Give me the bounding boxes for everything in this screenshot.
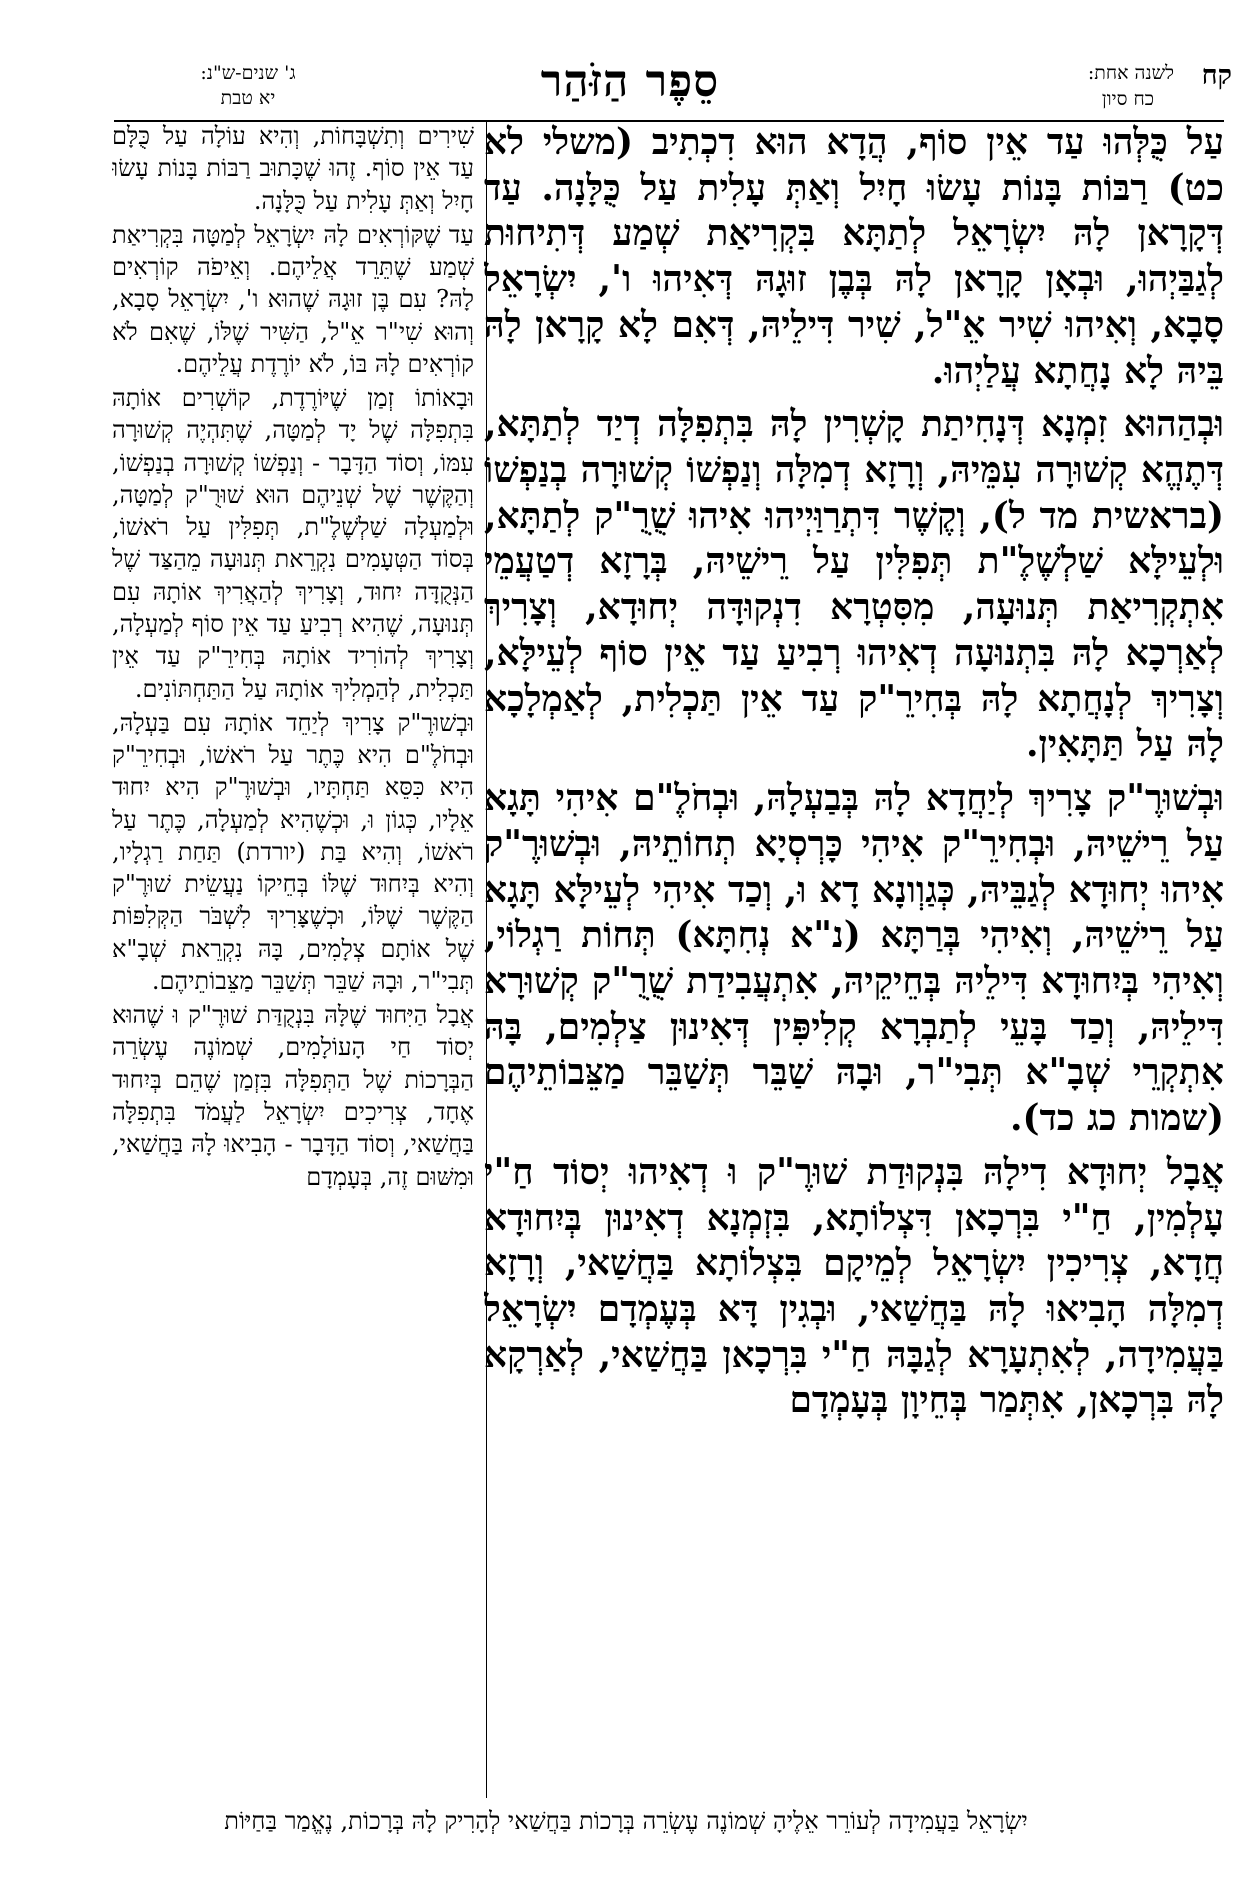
translation-paragraph: עַד שֶׁקּוֹרְאִים לָהּ יִשְׂרָאֵל לְמַטָּה בִּקְרִיאַת שְׁמַע שֶׁתֵּרֵד אֲלֵיהֶם. וְאֵיפֹה קוֹרְאִים לָהּ? עִם בֶּן זוּגָהּ שֶׁהוּא ו', יִשְׂרָאֵל סָבָא, וְהוּא שִׁי"ר אֵ"ל, הַשִּׁיר שֶׁלּוֹ, שֶׁאִם לֹא קוֹרְאִים לָהּ בּוֹ, לֹא יוֹרֶדֶת עֲלֵיהֶם. [112, 220, 474, 378]
column-divider [486, 122, 487, 1798]
translation-paragraph: אֲבָל הַיִּחוּד שֶׁלָּהּ בִּנְקֻדַּת שׁוּרֶ"ק וּ שֶׁהוּא יְסוֹד חַי הָעוֹלָמִים, שְׁמוֹנֶה עֶשְׂרֵה הַבְּרָכוֹת שֶׁל הַתְּפִלָּה בִּזְמַן שֶׁהֵם בְּיִחוּד אֶחָד, צְרִיכִים יִשְׂרָאֵל לַעֲמֹד בִּתְפִלָּה בַּחֲשַׁאי, וְסוֹד הַדָּבָר - הָבִיאוּ לָהּ בַּחֲשַׁאי, וּמִשּׁוּם זֶה, בְּעָמְדָם [112, 1001, 474, 1191]
hebrew-translation-column [112, 120, 474, 1800]
book-title: סֵפֶר הַזֹּהַר [540, 56, 720, 107]
main-aramaic-column [484, 120, 1224, 1800]
translation-paragraph: שִׁירִים וְתִשְׁבָּחוֹת, וְהִיא עוֹלָה עַל כֻּלָּם עַד אֵין סוֹף. זֶהוּ שֶׁכָּתוּב רַבּוֹת בָּנוֹת עָשׂוּ חָיִל וְאַתְּ עָלִית עַל כֻּלָּנָה. [112, 122, 474, 215]
translation-paragraph: וּבָאוֹתוֹ זְמַן שֶׁיּוֹרֶדֶת, קוֹשְׁרִים אוֹתָהּ בִּתְפִלָּה שֶׁל יָד לְמַטָּה, שֶׁתִּהְיֶה קְשׁוּרָה עִמּוֹ, וְסוֹד הַדָּבָר - וְנַפְשׁוֹ קְשׁוּרָה בְנַפְשׁוֹ, וְהַקֶּשֶׁר שֶׁל שְׁנֵיהֶם הוּא שׁוּרֻ"ק לְמַטָּה, וּלְמַעְלָה שַׁלְשֶׁלֶ"ת, תְּפִלִּין עַל רֹאשׁוֹ, בְּסוֹד הַטְּעָמִים נִקְרֵאת תְּנוּעָה מֵהַצַּד שֶׁל הַנְּקֻדָּה יִחוּד, וְצָרִיךְ לְהַאֲרִיךְ אוֹתָהּ עִם תְּנוּעָה, שֶׁהִיא רְבִיעַ עַד אֵין סוֹף לְמַעְלָה, וְצָרִיךְ לְהוֹרִיד אוֹתָהּ בְּחִירֵ"ק עַד אֵין תַּכְלִית, לְהַמְלִיךְ אוֹתָהּ עַל הַתַּחְתּוֹנִים. [112, 384, 474, 703]
translation-paragraph: וּבְשׁוּרֶ"ק צָרִיךְ לְיַחֵד אוֹתָהּ עִם בַּעְלָהּ, וּבְחֹלֶ"ם הִיא כֶּתֶר עַל רֹאשׁוֹ, וּבְחִירֵ"ק הִיא כִּסֵּא תַּחְתָּיו, וּבְשׁוּרֶ"ק הִיא יִחוּד אֵלָיו, כְּגוֹן וּ, וּכְשֶׁהִיא לְמַעְלָה, כֶּתֶר עַל רֹאשׁוֹ, וְהִיא בַּת (יורדת) תַּחַת רַגְלָיו, וְהִיא בְּיִחוּד שֶׁלּוֹ בְּחֵיקוֹ נַעֲשֵׂית שׁוּרֶ"ק הַקֶּשֶׁר שֶׁלּוֹ, וּכְשֶׁצָּרִיךְ לִשְׁבֹּר הַקְּלִפּוֹת שֶׁל אוֹתָם צְלָמִים, בָּהּ נִקְרֵאת שְׁבָ"א תְּבִי"ר, וּבָהּ שַׁבֵּר תְּשַׁבֵּר מַצֵּבוֹתֵיהֶם. [112, 708, 474, 995]
three-year-cycle-date: יא טבת [220, 87, 276, 109]
main-paragraph: עַל כֻּלְּהוּ עַד אֵין סוֹף, הֲדָא הוּא דִכְתִיב (משלי לא כט) רַבּוֹת בָּנוֹת עָשׂוּ חָיִל וְאַתְּ עָלִית עַל כֻּלָּנָה. עַד דְּקָרָאן לָהּ יִשְׂרָאֵל לְתַתָּא בִּקְרִיאַת שְׁמַע דְּתִיחוּת לְגַבַּיְהוּ, וּבְאָן קָרָאן לָהּ בְּבֶן זוּגָהּ דְּאִיהוּ ו', יִשְׂרָאֵל סָבָא, וְאִיהוּ שִׁיר אֵ"ל, שִׁיר דִּילֵיהּ, דְּאִם לָא קָרָאן לָהּ בֵּיהּ לָא נָחֲתָא עֲלַיְהוּ. [484, 121, 1224, 392]
page-header [0, 58, 1260, 118]
main-paragraph: אֲבָל יְחוּדָא דִילָהּ בִּנְקוּדַת שׁוּרֶ"ק וּ דְאִיהוּ יְסוֹד חַ"י עָלְמִין, חַ"י בִּרְכָאן דִּצְלוֹתָא, בִּזְמְנָא דְאִינוּן בְּיִחוּדָא חֲדָא, צְרִיכִין יִשְׂרָאֵל לְמֵיקָם בִּצְלוֹתָא בַּחֲשַׁאי, וְרָזָא דְמִלָּה הָבִיאוּ לָהּ בַּחֲשַׁאי, וּבְגִין דָּא בְּעֶמְדָם יִשְׂרָאֵל בַּעֲמִידָה, לְאִתְעָרָא לְגַבָּהּ חַ"י בִּרְכָאן בַּחֲשַׁאי, לְאַרְקָא לָהּ בִּרְכָאן, אִתְּמַר בְּחֵיוָן בְּעָמְדָם [484, 1150, 1224, 1422]
one-year-cycle-label: לשנה אחת: [1087, 62, 1174, 84]
header-left-block [118, 58, 378, 118]
footer-continuation-line: יִשְׂרָאֵל בַּעֲמִידָה לְעוֹרֵר אֵלֶיהָ שְׁמוֹנֶה עֶשְׂרֵה בְּרָכוֹת בַּחֲשַׁאי לְהָרִיק לָהּ בְּרָכוֹת, נֶאֱמַר בַּחַיּוֹת [224, 1807, 1028, 1835]
main-paragraph: וּבְשׁוּרֶ"ק צָרִיךְ לְיַחֲדָא לָהּ בְּבַעְלָהּ, וּבְחֹלֶ"ם אִיהִי תָּגָא עַל רֵישֵׁיהּ, וּבְחִירֵ"ק אִיהִי כָּרְסְיָא תְחוֹתֵיהּ, וּבְשׁוּרֶ"ק אִיהוּ יְחוּדָא לְגַבֵּיהּ, כְּגַוְונָא דָא וּ, וְכַד אִיהִי לְעֵילָּא תָּגָא עַל רֵישֵׁיהּ, וְאִיהִי בְּרַתָּא (נ"א נְחִתָּא) תְּחוֹת רַגְלוֹי, וְאִיהִי בְּיִחוּדָא דִּילֵיהּ בְּחֵיקֵיהּ, אִתְעֲבִידַת שֻׁרֻ"ק קְשׁוּרָא דִּילֵיהּ, וְכַד בָּעֵי לְתַבְרָא קְלִיפִּין דְּאִינוּן צַלְמִים, בָּהּ אִתְקְרֵי שְׁבָ"א תְּבִי"ר, וּבָהּ שַׁבֵּר תְּשַׁבֵּר מַצֵּבוֹתֵיהֶם (שמות כג כד). [484, 777, 1224, 1140]
one-year-cycle-date: כח סיון [1101, 88, 1154, 110]
main-paragraph: וּבְהַהוּא זִמְנָא דְּנָחִיתַת קָשְׁרִין לָהּ בִּתְפִלָּה דְיַד לְתַתָּא, דְּתֶהֱא קְשׁוּרָה עִמֵּיהּ, וְרָזָא דְמִלָּה וְנַפְשׁוֹ קְשׁוּרָה בְנַפְשׁוֹ (בראשית מד ל), וְקֶשֶׁר דִּתְרַוַּיְיהוּ אִיהוּ שֻׁרֻ"ק לְתַתָּא, וּלְעֵילָּא שַׁלְשֶׁלֶ"ת תְּפִלִּין עַל רֵישֵׁיהּ, בְּרָזָא דְטַעֲמֵי אִתְקְרִיאַת תְּנוּעָה, מִסִּטְרָא דִנְקוּדָּה יְחוּדָא, וְצָרִיךְ לְאַרְכָא לָהּ בִּתְנוּעָה דְאִיהוּ רְבִיעַ עַד אֵין סוֹף לְעֵילָּא, וְצָרִיךְ לְנָחֲתָא לָהּ בְּחִירֵ"ק עַד אֵין תַּכְלִית, לְאַמְלָכָא לָהּ עַל תַּתָּאִין. [484, 403, 1224, 766]
three-year-cycle-label: ג' שנים-ש"נ: [200, 62, 296, 84]
page-number: קח [1201, 60, 1232, 91]
